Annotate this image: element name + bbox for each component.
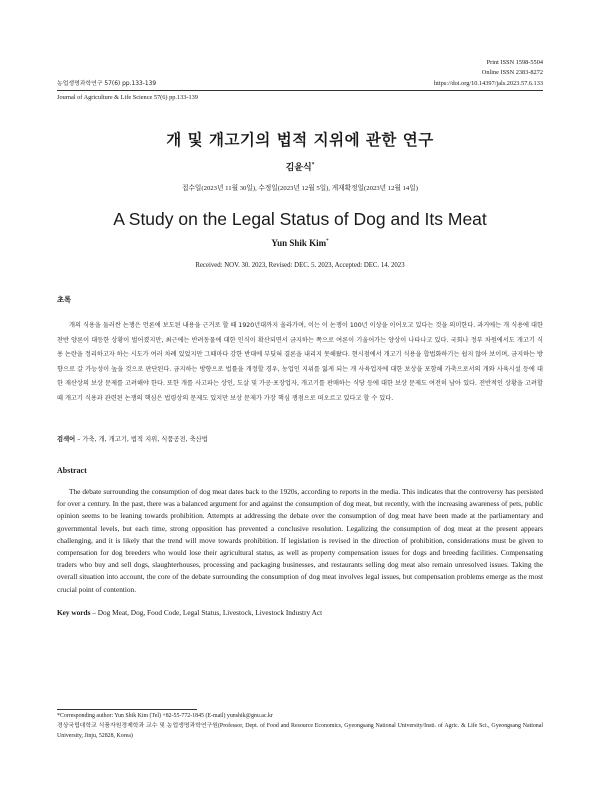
keywords-en-dash: – [92, 608, 98, 617]
abstract-ko-text: 개의 식용을 둘러싼 논쟁은 언론에 보도된 내용을 근거로 할 때 1920년대까지 올라가며, 이는 이 논쟁이 100년 이상을 이어오고 있다는 것을 의미한다. 과거에는 개 식용에 대한 찬반 양론이 대등한 상황이 벌어졌지만, 최근에는 반려동물에 대한 인식이 확산되면서 금지하는 쪽으로 여론이 기울어가는 양상이 나타나고 있다. 국회나 정부 차원에서도 개고기 식용 논란을 정리하고자 하는 시도가 여러 차례 있었지만 그때마다 강한 반대에 부딪혀 결론을 내리지 못해왔다. 현시점에서 개고기 식용을 합법화하기는 쉽지 않아 보이며, 금지하는 방향으로 갈 가능성이 높을 것으로 판단된다. 금지하는 방향으로 법률을 개정할 경우, 농업인 지위를 잃게 되는 개 사육업자에 대한 보상을 포함해 가축으로서의 개와 사육시설 등에 대한 재산상의 보상 문제를 고려해야 한다. 또한 개를 사고파는 상인, 도살 및 가공·포장업자, 개고기를 판매하는 식당 등에 대한 보상 문제도 여전히 남아 있다. 전반적인 상황을 고려할 때 개고기 식용과 관련된 논쟁의 핵심은 법령상의 문제도 있지만 보상 문제가 가장 핵심 쟁점으로 떠오르고 있다고 할 수 있다. [57, 322, 543, 402]
title-english: A Study on the Legal Status of Dog and Its Meat [113, 209, 487, 229]
keywords-ko-values: 가축, 개, 개고기, 법적 지위, 식품공전, 축산법 [82, 436, 208, 443]
keywords-ko-label: 검색어 [57, 436, 76, 443]
abstract-ko-heading: 초록 [57, 295, 72, 304]
footnote-affiliation: 경상국립대학교 식품자원경제학과 교수 및 농업생명과학연구원(Professor, Dept. of Food and Resource Economics, Gyeongsang National University/Insti. of Agric. & Life Sci., Gyeongsang National University, Jinju, 52828, Korea) [57, 723, 543, 739]
doi-link[interactable]: https://doi.org/10.14397/jals.2023.57.6.133 [433, 80, 543, 87]
title-korean: 개 및 개고기의 법적 지위에 관한 연구 [166, 131, 434, 149]
author-english [0, 238, 600, 248]
keywords-ko-dash: – [77, 436, 83, 443]
header-rule [57, 90, 543, 91]
author-english-name: Yun Shik Kim [271, 238, 327, 248]
keywords-en [57, 608, 543, 617]
abstract-en-text: The debate surrounding the consumption of dog meat dates back to the 1920s, according to reports in the media. This indicates that the controversy has persisted for over a century. In the past, there was a balanced argument for and against the consumption of dog meat, but recently, with the increasing awareness of pets, public opinion seems to be leaning towards prohibition. Attempts at addressing the debate over the consumption of dog meat have been made at the parliamentary and governmental levels, but each time, strong opposition has prevented a conclusive resolution. Legalizing the consumption of dog meat at the present appears challenging, and it is likely that the trend will move towards prohibition. If legislation is revised in the direction of prohibition, considerations must be given to compensation for dog breeders who would lose their agricultural status, as well as property compensation issues for dogs and breeding facilities. Compensating traders who buy and sell dogs, slaughterhouses, processing and packaging businesses, and restaurants selling dog meat also remain unresolved issues. Taking the overall situation into account, the core of the debate surrounding the consumption of dog meat involves legal issues, but compensation problems emerge as the most crucial point of contention. [57, 487, 543, 594]
abstract-en-heading: Abstract [57, 466, 87, 475]
dates-english: Received: NOV. 30. 2023, Revised: DEC. 5. 2023, Accepted: DEC. 14. 2023 [195, 262, 405, 269]
footnote-rule [57, 709, 197, 710]
footnote-corresponding: *Corresponding author: Yun Shik Kim (Tel) +82-55-772-1845 (E-mail) yunshik@gnu.ac.kr [57, 713, 273, 719]
keywords-en-values: Dog Meat, Dog, Food Code, Legal Status, Livestock, Livestock Industry Act [97, 608, 323, 617]
author-english-mark: * [326, 239, 329, 244]
journal-citation-ko: 농업생명과학연구 57(6) pp.133-139 [57, 81, 157, 87]
print-issn: Print ISSN 1598-5504 [486, 59, 543, 66]
author-korean-name: 김윤식 [285, 163, 312, 173]
keywords-en-label: Key words [57, 608, 91, 617]
author-korean [0, 160, 600, 173]
journal-citation-en: Journal of Agriculture & Life Science 57(6) pp.133-139 [57, 94, 198, 101]
keywords-ko [57, 434, 543, 443]
author-korean-mark: * [311, 162, 315, 168]
dates-korean: 접수일(2023년 11월 30일), 수정일(2023년 12월 5일), 게재확정일(2023년 12월 14일) [182, 185, 418, 192]
online-issn: Online ISSN 2383-8272 [481, 69, 543, 76]
